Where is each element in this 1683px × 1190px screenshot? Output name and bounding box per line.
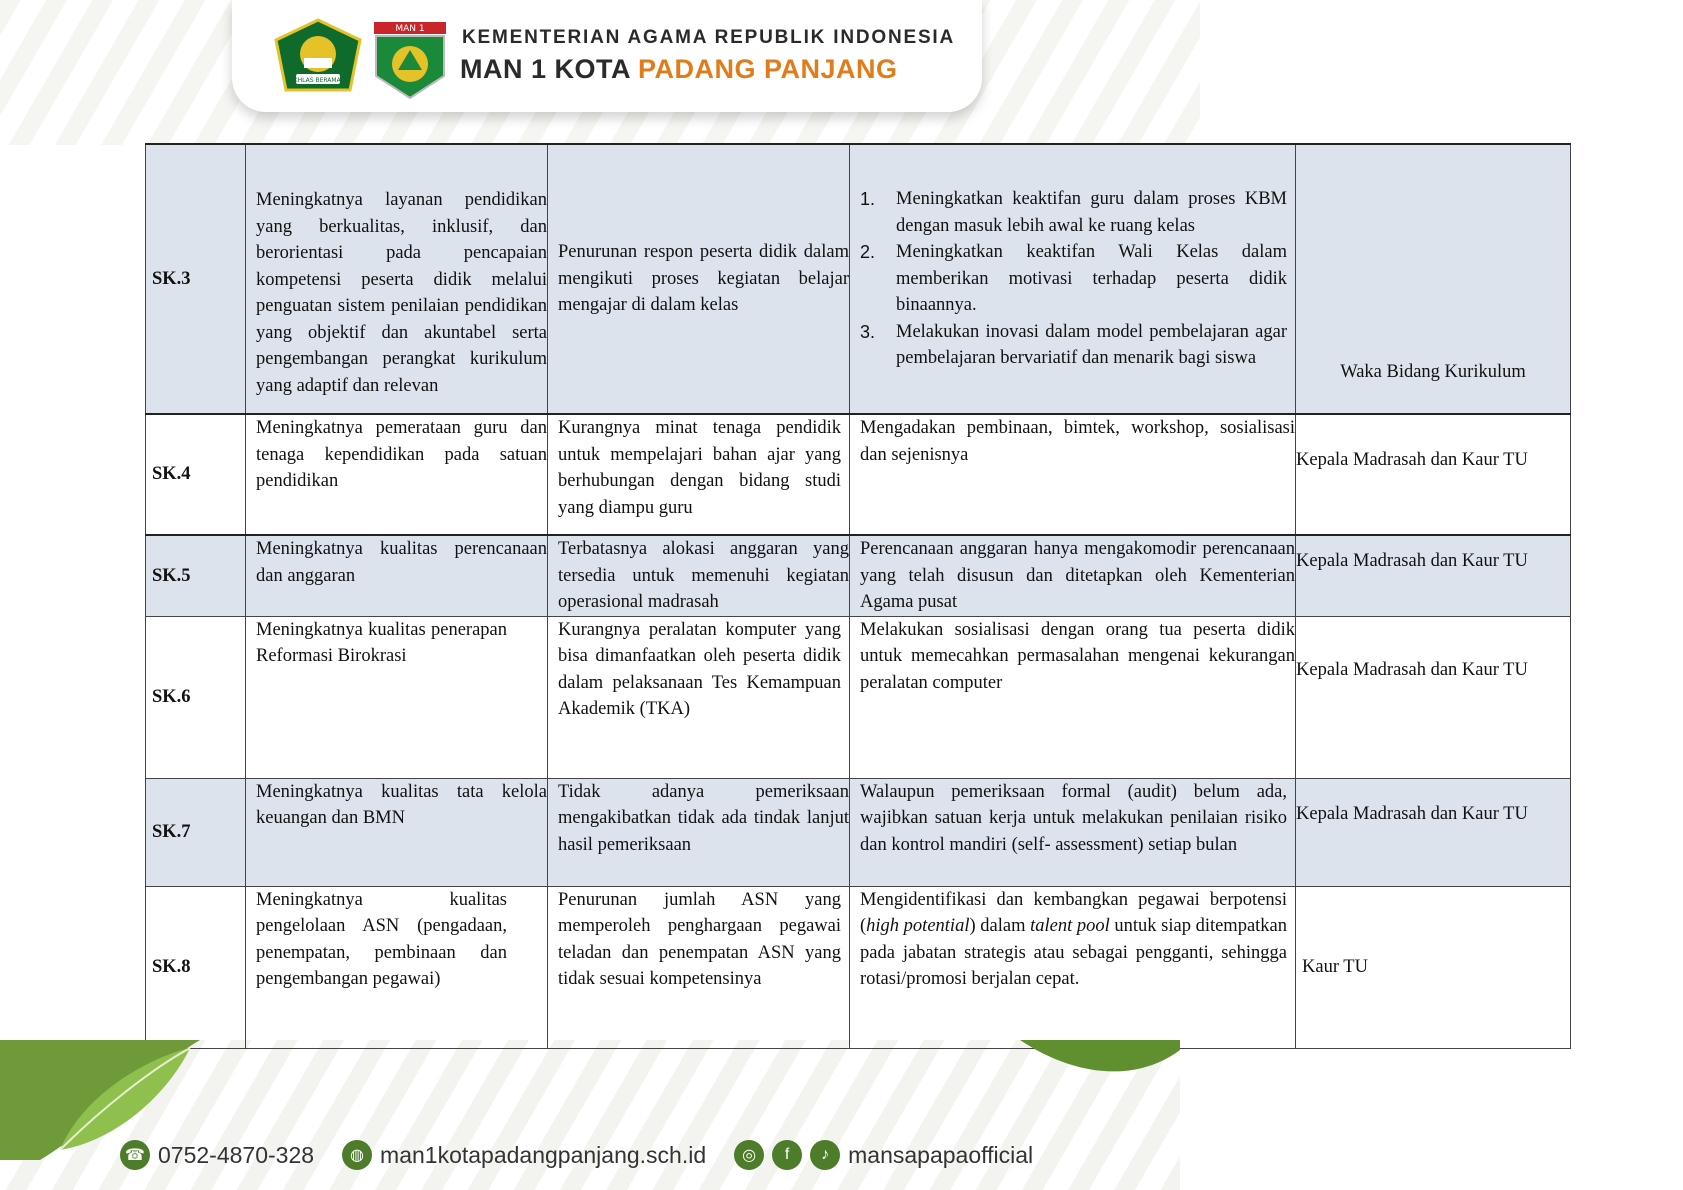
row-rencana: Mengidentifikasi dan kembangkan pegawai berpotensi (high potential) dalam talent pool untuk siap ditempatkan pada jabatan strategis atau sebagai pengganti, sehingga rotasi/promosi berjalan cepat.	[850, 886, 1296, 1048]
table-row-sk3	[146, 144, 1571, 414]
man1-logo-icon	[370, 20, 450, 100]
row-masalah: Penurunan respon peserta didik dalam mengikuti proses kegiatan belajar mengajar di dalam kelas	[548, 144, 850, 414]
table-row-sk8	[146, 886, 1571, 1048]
svg-text:MAN 1: MAN 1	[395, 24, 425, 34]
row-sasaran: Meningkatnya pemerataan guru dan tenaga kependidikan pada satuan pendidikan	[246, 414, 548, 535]
pj-label: Kaur TU	[1302, 956, 1368, 977]
row-pj	[1296, 414, 1571, 535]
social-handle[interactable]: mansapapaofficial	[848, 1141, 1034, 1168]
row-rencana: Mengadakan pembinaan, bimtek, workshop, sosialisasi dan sejenisnya	[850, 414, 1296, 535]
row-code: SK.8	[146, 886, 246, 1048]
leaf-decoration-right-icon	[1020, 1040, 1180, 1080]
footer-website[interactable]	[342, 1140, 706, 1170]
list-item: 1. Meningkatkan keaktifan guru dalam proses KBM dengan masuk lebih awal ke ruang kelas	[860, 189, 1287, 236]
ministry-name: KEMENTERIAN AGAMA REPUBLIK INDONESIA	[462, 27, 956, 48]
row-pj	[1296, 616, 1571, 778]
svg-text:IKHLAS BERAMAL: IKHLAS BERAMAL	[291, 77, 345, 84]
row-masalah: Kurangnya peralatan komputer yang bisa dimanfaatkan oleh peserta didik dalam pelaksanaan Tes Kemampuan Akademik (TKA)	[548, 616, 850, 778]
school-name-main: MAN 1 KOTA	[460, 54, 638, 84]
row-sasaran: Meningkatnya kualitas tata kelola keuangan dan BMN	[246, 778, 548, 886]
row-masalah: Penurunan jumlah ASN yang memperoleh penghargaan pegawai teladan dan penempatan ASN yang tidak sesuai kompetensinya	[548, 886, 850, 1048]
school-name	[460, 54, 898, 85]
row-code: SK.4	[146, 414, 246, 535]
pj-label: Kepala Madrasah dan Kaur TU	[1296, 450, 1528, 470]
table-row-sk4	[146, 414, 1571, 535]
row-pj	[1296, 886, 1571, 1048]
school-name-accent: PADANG PANJANG	[638, 54, 898, 84]
row-rencana: Melakukan sosialisasi dengan orang tua peserta didik untuk memecahkan permasalahan mengenai kekurangan peralatan computer	[850, 616, 1296, 778]
row-sasaran: Meningkatnya layanan pendidikan yang berkualitas, inklusif, dan berorientasi pada pencapaian kompetensi peserta didik melalui penguatan sistem penilaian pendidikan yang objektif dan akuntabel serta pengembangan perangkat kurikulum yang adaptif dan relevan	[246, 144, 548, 414]
instagram-icon: ◎	[734, 1140, 764, 1170]
phone-icon: ☎	[120, 1140, 150, 1170]
footer-phone	[120, 1140, 314, 1170]
footer-contacts	[120, 1140, 1061, 1170]
row-rencana: Walaupun pemeriksaan formal (audit) belum ada, wajibkan satuan kerja untuk melakukan penilaian risiko dan kontrol mandiri (self- assessment) setiap bulan	[850, 778, 1296, 886]
phone-text: 0752-4870-328	[158, 1141, 315, 1168]
row-code: SK.7	[146, 778, 246, 886]
row-pj	[1296, 144, 1571, 414]
row-sasaran: Meningkatnya kualitas pengelolaan ASN (pengadaan, penempatan, pembinaan dan pengembangan pegawai)	[246, 886, 548, 1048]
pj-label: Kepala Madrasah dan Kaur TU	[1296, 659, 1528, 680]
list-item: 2. Meningkatkan keaktifan Wali Kelas dalam memberikan motivasi terhadap peserta didik binaannya.	[860, 242, 1287, 316]
row-rencana	[850, 144, 1296, 414]
row-sasaran: Meningkatnya kualitas penerapan Reformasi Birokrasi	[246, 616, 548, 778]
table-row-sk6	[146, 616, 1571, 778]
tiktok-icon: ♪	[810, 1140, 840, 1170]
row-pj	[1296, 778, 1571, 886]
row-code: SK.5	[146, 535, 246, 616]
table-row-sk5	[146, 535, 1571, 616]
row-masalah: Terbatasnya alokasi anggaran yang tersedia untuk memenuhi kegiatan operasional madrasah	[548, 535, 850, 616]
row-masalah: Kurangnya minat tenaga pendidik untuk mempelajari bahan ajar yang berhubungan dengan bidang studi yang diampu guru	[548, 414, 850, 535]
row-masalah: Tidak adanya pemeriksaan mengakibatkan tidak ada tindak lanjut hasil pemeriksaan	[548, 778, 850, 886]
globe-icon: ◍	[342, 1140, 372, 1170]
facebook-icon: f	[772, 1140, 802, 1170]
pj-label: Kepala Madrasah dan Kaur TU	[1296, 803, 1528, 824]
row-rencana: Perencanaan anggaran hanya mengakomodir perencanaan yang telah disusun dan ditetapkan oleh Kementerian Agama pusat	[850, 535, 1296, 616]
risk-table	[145, 143, 1571, 1049]
rencana-list	[860, 186, 1295, 372]
website-text[interactable]: man1kotapadangpanjang.sch.id	[380, 1141, 707, 1168]
pj-label: Kepala Madrasah dan Kaur TU	[1296, 551, 1528, 571]
pj-label: Waka Bidang Kurikulum	[1340, 361, 1526, 382]
list-item: 3. Melakukan inovasi dalam model pembelajaran agar pembelajaran bervariatif dan menarik bagi siswa	[860, 321, 1287, 369]
letterhead	[232, 0, 982, 112]
row-code: SK.3	[146, 144, 246, 414]
table-row-sk7	[146, 778, 1571, 886]
row-code: SK.6	[146, 616, 246, 778]
kemenag-logo-icon	[272, 18, 364, 98]
row-sasaran: Meningkatnya kualitas perencanaan dan anggaran	[246, 535, 548, 616]
row-pj	[1296, 535, 1571, 616]
footer-social[interactable]	[734, 1140, 1033, 1170]
